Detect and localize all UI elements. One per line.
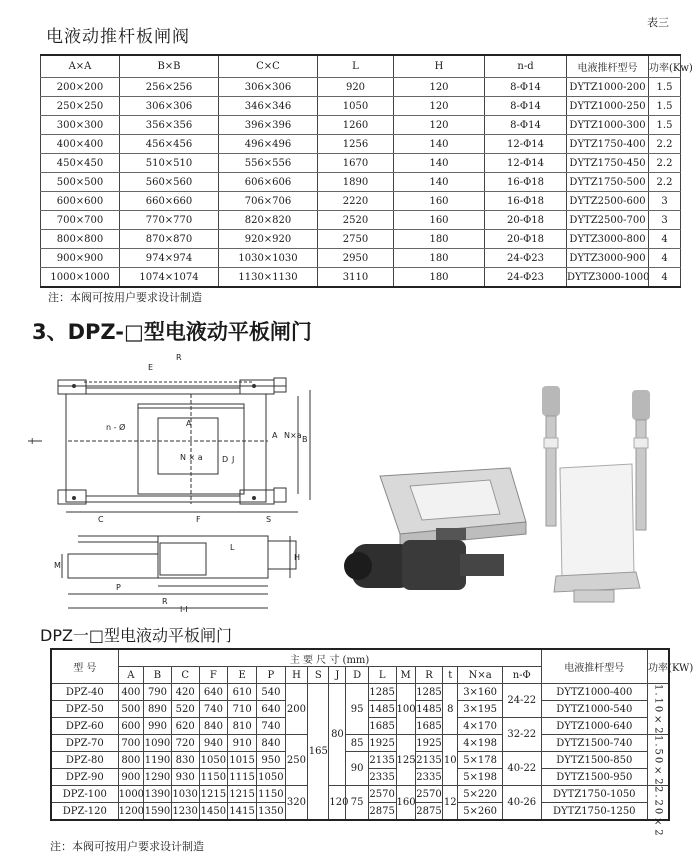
table-cell: 1150: [257, 786, 286, 803]
table-cell: 820×820: [219, 211, 318, 230]
column-header: 功率(Kw): [649, 55, 681, 78]
table-cell: 2570: [415, 786, 443, 803]
table-cell: 40-22: [502, 752, 541, 786]
table-row: [41, 211, 681, 230]
table-cell: DYTZ1000-250: [567, 97, 649, 116]
table-cell: 1485: [415, 701, 443, 718]
table-cell: 1030: [171, 786, 199, 803]
table-cell: 1230: [171, 803, 199, 821]
table-cell: DYTZ1750-1250: [541, 803, 648, 821]
table-cell: 1590: [144, 803, 172, 821]
model-cell: DPZ-40: [51, 684, 118, 701]
model-cell: DPZ-90: [51, 769, 118, 786]
table-cell: 20-Φ18: [485, 211, 567, 230]
table-cell: 450×450: [41, 154, 120, 173]
table-cell: 32-22: [502, 718, 541, 752]
column-header: F: [199, 667, 228, 684]
table-cell: 640: [257, 701, 286, 718]
table-cell: 1190: [144, 752, 172, 769]
table-cell: 3110: [318, 268, 394, 288]
table-cell: 2.2: [649, 173, 681, 192]
table-cell: 2875: [368, 803, 396, 821]
table-cell: 830: [171, 752, 199, 769]
table-cell: 120: [394, 97, 485, 116]
table-cell: 1015: [228, 752, 257, 769]
table-cell: DYTZ3000-900: [567, 249, 649, 268]
column-header: S: [308, 667, 329, 684]
table-row: [41, 192, 681, 211]
table-cell: 20-Φ18: [485, 230, 567, 249]
column-header: P: [257, 667, 286, 684]
table-cell: 1390: [144, 786, 172, 803]
table-cell: 346×346: [219, 97, 318, 116]
table-cell: 165: [308, 684, 329, 821]
column-header: 电液推杆型号: [567, 55, 649, 78]
table-cell: 24-Φ23: [485, 268, 567, 288]
table-row: [41, 78, 681, 97]
table-cell: 1290: [144, 769, 172, 786]
table-cell: 840: [199, 718, 228, 735]
table-cell: 2.2: [649, 154, 681, 173]
column-header: E: [228, 667, 257, 684]
table-cell: 160: [396, 786, 415, 821]
table-cell: 1450: [199, 803, 228, 821]
column-header: A×A: [41, 55, 120, 78]
dim-label-s: S: [266, 515, 272, 524]
table-cell: 16-Φ18: [485, 173, 567, 192]
table-cell: 1.5: [649, 78, 681, 97]
table-cell: 1890: [318, 173, 394, 192]
table-cell: 1925: [415, 735, 443, 752]
table-cell: 510×510: [120, 154, 219, 173]
table-cell: 610: [228, 684, 257, 701]
table-cell: 420: [171, 684, 199, 701]
table-cell: 900: [118, 769, 144, 786]
dim-label-a-vertical: A: [272, 431, 278, 440]
dim-label-d: D: [222, 455, 229, 464]
column-header: 型 号: [51, 649, 118, 684]
column-header: H: [394, 55, 485, 78]
section-mark-left: I: [31, 437, 34, 446]
power-cell: 2.20×2: [648, 786, 669, 821]
table-cell: 496×496: [219, 135, 318, 154]
table-cell: 2135: [368, 752, 396, 769]
table-cell: 740: [199, 701, 228, 718]
section-title-2: 3、DPZ-□型电液动平板闸门: [32, 320, 312, 344]
table-cell: 12-Φ14: [485, 135, 567, 154]
table-cell: 5×260: [458, 803, 503, 821]
section-title-1: 电液动推杆板闸阀: [46, 27, 190, 47]
table-cell: 4: [649, 230, 681, 249]
table-cell: 125: [396, 735, 415, 786]
column-header: B: [144, 667, 172, 684]
table-cell: 3: [649, 192, 681, 211]
table-cell: 1050: [199, 752, 228, 769]
table-cell: 1130×1130: [219, 268, 318, 288]
dpz-gate-table: [50, 648, 694, 838]
table-cell: 160: [394, 192, 485, 211]
table-cell: 940: [199, 735, 228, 752]
table-cell: 3×195: [458, 701, 503, 718]
table-cell: 8: [443, 684, 458, 735]
table-cell: 2750: [318, 230, 394, 249]
table-cell: 2520: [318, 211, 394, 230]
column-header: M: [396, 667, 415, 684]
table-cell: 160: [394, 211, 485, 230]
table-cell: DYTZ3000-800: [567, 230, 649, 249]
table-cell: 12: [443, 786, 458, 821]
table-cell: 790: [144, 684, 172, 701]
table-cell: 300×300: [41, 116, 120, 135]
table-cell: 640: [199, 684, 228, 701]
table-cell: 120: [394, 116, 485, 135]
table-cell: 4: [649, 268, 681, 288]
table-cell: 740: [257, 718, 286, 735]
table-cell: 706×706: [219, 192, 318, 211]
table-cell: 3×160: [458, 684, 503, 701]
table-cell: 720: [171, 735, 199, 752]
gate-photo-vertical: [530, 376, 670, 606]
table-cell: 306×306: [219, 78, 318, 97]
table-cell: 1000×1000: [41, 268, 120, 288]
table-cell: 840: [257, 735, 286, 752]
dim-label-l: L: [230, 543, 235, 552]
table-cell: 250×250: [41, 97, 120, 116]
table-cell: 80: [329, 684, 346, 786]
table-cell: 900×900: [41, 249, 120, 268]
table-cell: 2875: [415, 803, 443, 821]
table-cell: 4: [649, 249, 681, 268]
table-cell: 870×870: [120, 230, 219, 249]
table-cell: 2.2: [649, 135, 681, 154]
column-header: J: [329, 667, 346, 684]
column-header: t: [443, 667, 458, 684]
table-cell: 1215: [228, 786, 257, 803]
table-cell: 1350: [257, 803, 286, 821]
table-cell: 250: [285, 735, 307, 786]
table-cell: 500×500: [41, 173, 120, 192]
section-title-3: DPZ一□型电液动平板闸门: [40, 626, 233, 645]
table-cell: DYTZ2500-700: [567, 211, 649, 230]
table-cell: DYTZ1750-1050: [541, 786, 648, 803]
table-cell: 770×770: [120, 211, 219, 230]
table-cell: 1670: [318, 154, 394, 173]
model-cell: DPZ-80: [51, 752, 118, 769]
table-cell: DYTZ1500-950: [541, 769, 648, 786]
dim-label-r-lower: R: [162, 597, 168, 606]
table-cell: 5×178: [458, 752, 503, 769]
column-header: D: [346, 667, 368, 684]
table-cell: 200: [285, 684, 307, 735]
table-cell: 12-Φ14: [485, 154, 567, 173]
dim-label-c: C: [98, 515, 104, 524]
model-cell: DPZ-60: [51, 718, 118, 735]
table-cell: 660×660: [120, 192, 219, 211]
table-cell: 16-Φ18: [485, 192, 567, 211]
table-cell: DYTZ1750-500: [567, 173, 649, 192]
column-header: 功率(KW): [648, 649, 669, 684]
table-cell: 100: [396, 684, 415, 735]
table-cell: 75: [346, 786, 368, 821]
table-header-row: [51, 649, 669, 667]
table-cell: 180: [394, 230, 485, 249]
table-cell: 700: [118, 735, 144, 752]
column-header: 电液推杆型号: [541, 649, 648, 684]
table-cell: DYTZ1000-540: [541, 701, 648, 718]
model-cell: DPZ-120: [51, 803, 118, 821]
table-cell: 10: [443, 735, 458, 786]
table-cell: 1485: [368, 701, 396, 718]
table-cell: 2335: [415, 769, 443, 786]
table-cell: 24-22: [502, 684, 541, 718]
table-cell: 1090: [144, 735, 172, 752]
power-cell: 1.10×2: [648, 684, 669, 735]
column-header: H: [285, 667, 307, 684]
table-cell: DYTZ1000-200: [567, 78, 649, 97]
table-cell: 950: [257, 752, 286, 769]
column-header: L: [318, 55, 394, 78]
table-cell: 140: [394, 154, 485, 173]
note-2: 注：本阀可按用户要求设计制造: [50, 840, 204, 853]
table-cell: 4×170: [458, 718, 503, 735]
dim-label-n-x-a-vertical: N×a: [284, 431, 302, 440]
table-row: [51, 786, 669, 803]
dim-label-h: H: [294, 553, 301, 562]
table-cell: 200×200: [41, 78, 120, 97]
table-cell: DYTZ1000-300: [567, 116, 649, 135]
table-cell: 1150: [199, 769, 228, 786]
table-cell: 1285: [368, 684, 396, 701]
table-cell: 1030×1030: [219, 249, 318, 268]
table-cell: 1260: [318, 116, 394, 135]
model-cell: DPZ-100: [51, 786, 118, 803]
table-cell: 600: [118, 718, 144, 735]
table-cell: 500: [118, 701, 144, 718]
table-cell: 700×700: [41, 211, 120, 230]
table-cell: 800: [118, 752, 144, 769]
table-row: [41, 116, 681, 135]
table-cell: 180: [394, 268, 485, 288]
table-cell: 85: [346, 735, 368, 752]
table-row: [51, 752, 669, 769]
column-header: n-Φ: [502, 667, 541, 684]
table-cell: 2220: [318, 192, 394, 211]
table-cell: 990: [144, 718, 172, 735]
table-cell: 890: [144, 701, 172, 718]
table-cell: 8-Φ14: [485, 116, 567, 135]
table-cell: 920: [318, 78, 394, 97]
table-cell: 1200: [118, 803, 144, 821]
column-header: 主 要 尺 寸 (mm): [118, 649, 541, 667]
table-cell: DYTZ1000-640: [541, 718, 648, 735]
table-cell: 620: [171, 718, 199, 735]
table-cell: 180: [394, 249, 485, 268]
table-cell: DYTZ1750-400: [567, 135, 649, 154]
table-cell: 3: [649, 211, 681, 230]
table-cell: 556×556: [219, 154, 318, 173]
table-cell: 140: [394, 135, 485, 154]
dim-label-r: R: [176, 353, 182, 362]
column-header: B×B: [120, 55, 219, 78]
note-1: 注：本阀可按用户要求设计制造: [48, 291, 202, 304]
table-cell: 24-Φ23: [485, 249, 567, 268]
table-cell: DYTZ3000-1000: [567, 268, 649, 288]
table-row: [41, 268, 681, 288]
table-cell: DYTZ1500-740: [541, 735, 648, 752]
column-header: L: [368, 667, 396, 684]
technical-drawing: [28, 346, 328, 614]
table-cell: 95: [346, 684, 368, 735]
table-cell: 1050: [257, 769, 286, 786]
table-cell: 1000: [118, 786, 144, 803]
table-cell: 8-Φ14: [485, 97, 567, 116]
label-n-phi: n - Ø: [106, 423, 126, 432]
table-row: [41, 249, 681, 268]
column-header: C: [171, 667, 199, 684]
column-header: N×a: [458, 667, 503, 684]
table-cell: 2335: [368, 769, 396, 786]
table-cell: 930: [171, 769, 199, 786]
table-cell: 356×356: [120, 116, 219, 135]
gate-photo-horizontal: [340, 462, 528, 600]
table-cell: 120: [329, 786, 346, 821]
table-cell: 606×606: [219, 173, 318, 192]
table-row: [51, 684, 669, 701]
table-cell: 1074×1074: [120, 268, 219, 288]
table-cell: 90: [346, 752, 368, 786]
table-cell: 1.5: [649, 97, 681, 116]
table-row: [41, 154, 681, 173]
table-cell: 40-26: [502, 786, 541, 821]
table-cell: 306×306: [120, 97, 219, 116]
table-tag: 表三: [647, 16, 669, 29]
table-cell: 5×220: [458, 786, 503, 803]
model-cell: DPZ-50: [51, 701, 118, 718]
table-cell: 400×400: [41, 135, 120, 154]
table-cell: 540: [257, 684, 286, 701]
dim-label-p: P: [116, 583, 121, 592]
table-row: [41, 135, 681, 154]
table-cell: 5×198: [458, 769, 503, 786]
table-cell: 1050: [318, 97, 394, 116]
table-cell: 1685: [368, 718, 396, 735]
table-cell: 710: [228, 701, 257, 718]
table-cell: 2570: [368, 786, 396, 803]
table-header-row: [41, 55, 681, 78]
column-header: C×C: [219, 55, 318, 78]
column-header: n-d: [485, 55, 567, 78]
table-cell: 1.5: [649, 116, 681, 135]
table-cell: 810: [228, 718, 257, 735]
table-cell: 1256: [318, 135, 394, 154]
table-cell: 800×800: [41, 230, 120, 249]
dim-label-b: B: [302, 435, 308, 444]
table-cell: 1685: [415, 718, 443, 735]
model-cell: DPZ-70: [51, 735, 118, 752]
table-cell: 910: [228, 735, 257, 752]
table-cell: DYTZ1500-850: [541, 752, 648, 769]
label-n-x-a: N × a: [180, 453, 203, 462]
dim-label-a: A: [186, 419, 192, 428]
table-cell: 1415: [228, 803, 257, 821]
table-cell: 520: [171, 701, 199, 718]
dim-label-f: F: [196, 515, 201, 524]
table-cell: 1115: [228, 769, 257, 786]
table-cell: DYTZ2500-600: [567, 192, 649, 211]
table-cell: 920×920: [219, 230, 318, 249]
table-cell: 396×396: [219, 116, 318, 135]
dim-label-m: M: [54, 561, 61, 570]
power-cell: 1.50×2: [648, 735, 669, 786]
dim-label-j: J: [232, 455, 235, 464]
table-cell: 4×198: [458, 735, 503, 752]
table-row: [41, 230, 681, 249]
gate-valve-table: [40, 54, 693, 288]
table-row: [51, 735, 669, 752]
table-cell: 974×974: [120, 249, 219, 268]
table-cell: 8-Φ14: [485, 78, 567, 97]
table-cell: DYTZ1750-450: [567, 154, 649, 173]
table-cell: DYTZ1000-400: [541, 684, 648, 701]
table-cell: 256×256: [120, 78, 219, 97]
table-cell: 2950: [318, 249, 394, 268]
table-cell: 1925: [368, 735, 396, 752]
column-header: A: [118, 667, 144, 684]
dim-label-e: E: [148, 363, 154, 372]
table-row: [41, 97, 681, 116]
table-cell: 600×600: [41, 192, 120, 211]
table-cell: 320: [285, 786, 307, 821]
table-cell: 2135: [415, 752, 443, 769]
table-cell: 560×560: [120, 173, 219, 192]
table-row: [41, 173, 681, 192]
table-cell: 1215: [199, 786, 228, 803]
table-cell: 140: [394, 173, 485, 192]
table-cell: 120: [394, 78, 485, 97]
section-mark-ii: I-I: [180, 605, 188, 614]
table-cell: 400: [118, 684, 144, 701]
column-header: R: [415, 667, 443, 684]
table-cell: 1285: [415, 684, 443, 701]
table-cell: 456×456: [120, 135, 219, 154]
